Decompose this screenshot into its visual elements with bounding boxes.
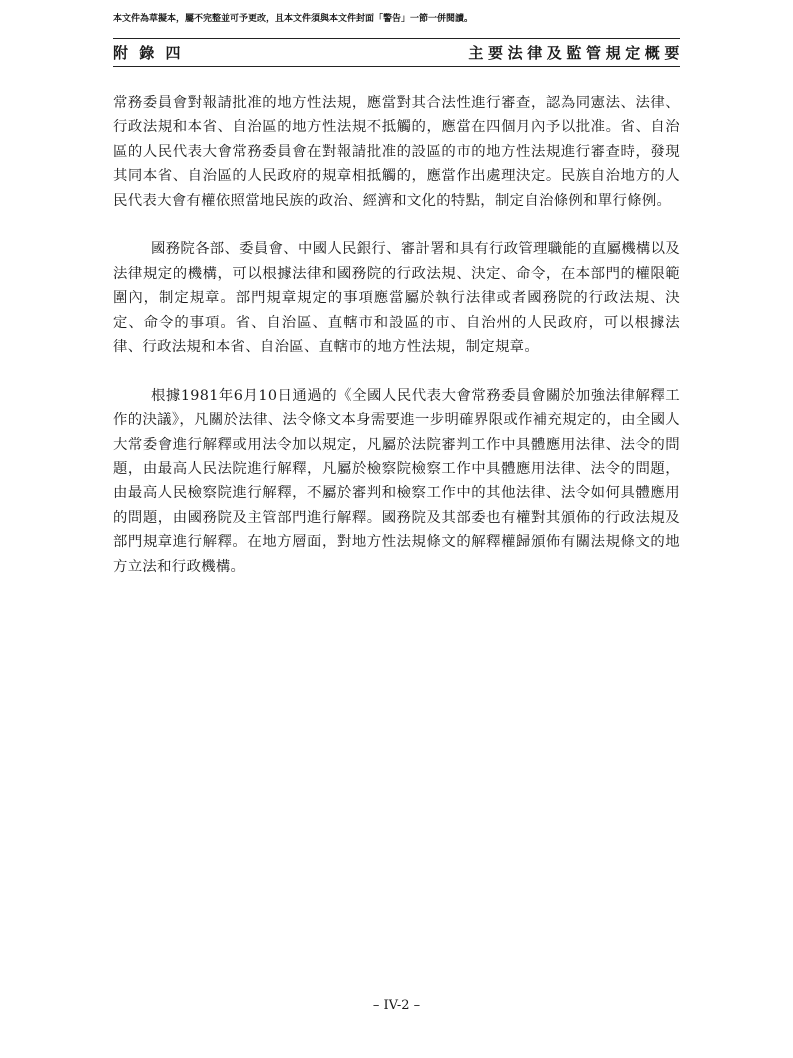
- page-number: – IV-2 –: [372, 998, 421, 1013]
- paragraph-3: 根據1981年6月10日通過的《全國人民代表大會常務委員會關於加強法律解釋工作的決議》，凡關於法律、法令條文本身需要進一步明確界限或作補充規定的，由全國人大常委會進行解釋或用法令加以規定，凡屬於法院審判工作中具體應用法律、法令的問題，由最高人民法院進行解釋，凡屬於檢察院檢察工作中具體應用法律、法令的問題，由最高人民檢察院進行解釋，不屬於審判和檢察工作中的其他法律、法令如何具體應用的問題，由國務院及主管部門進行解釋。國務院及其部委也有權對其頒佈的行政法規及部門規章進行解釋。在地方層面，對地方性法規條文的解釋權歸頒佈有關法規條文的地方立法和行政機構。: [113, 387, 680, 575]
- paragraph-2: 國務院各部、委員會、中國人民銀行、審計署和具有行政管理職能的直屬機構以及法律規定的機構，可以根據法律和國務院的行政法規、決定、命令，在本部門的權限範圍內，制定規章。部門規章規定的事項應當屬於執行法律或者國務院的行政法規、決定、命令的事項。省、自治區、直轄市和設區的市、自治州的人民政府，可以根據法律、行政法規和本省、自治區、直轄市的地方性法規，制定規章。: [113, 241, 680, 356]
- section-title: 主要法律及監管規定概要: [468, 44, 684, 62]
- page-header: [113, 38, 684, 67]
- body-text: [113, 91, 680, 603]
- paragraph-1: 常務委員會對報請批准的地方性法規，應當對其合法性進行審查，認為同憲法、法律、行政法規和本省、自治區的地方性法規不抵觸的，應當在四個月內予以批准。省、自治區的人民代表大會常務委員會在對報請批准的設區的市的地方性法規進行審查時，發現其同本省、自治區的人民政府的規章相抵觸的，應當作出處理決定。民族自治地方的人民代表大會有權依照當地民族的政治、經濟和文化的特點，制定自治條例和單行條例。: [113, 95, 680, 209]
- appendix-label: 附 錄 四: [113, 44, 184, 62]
- draft-notice: 本文件為草擬本，屬不完整並可予更改，且本文件須與本文件封面「警告」一節一併閱讀。: [113, 14, 474, 24]
